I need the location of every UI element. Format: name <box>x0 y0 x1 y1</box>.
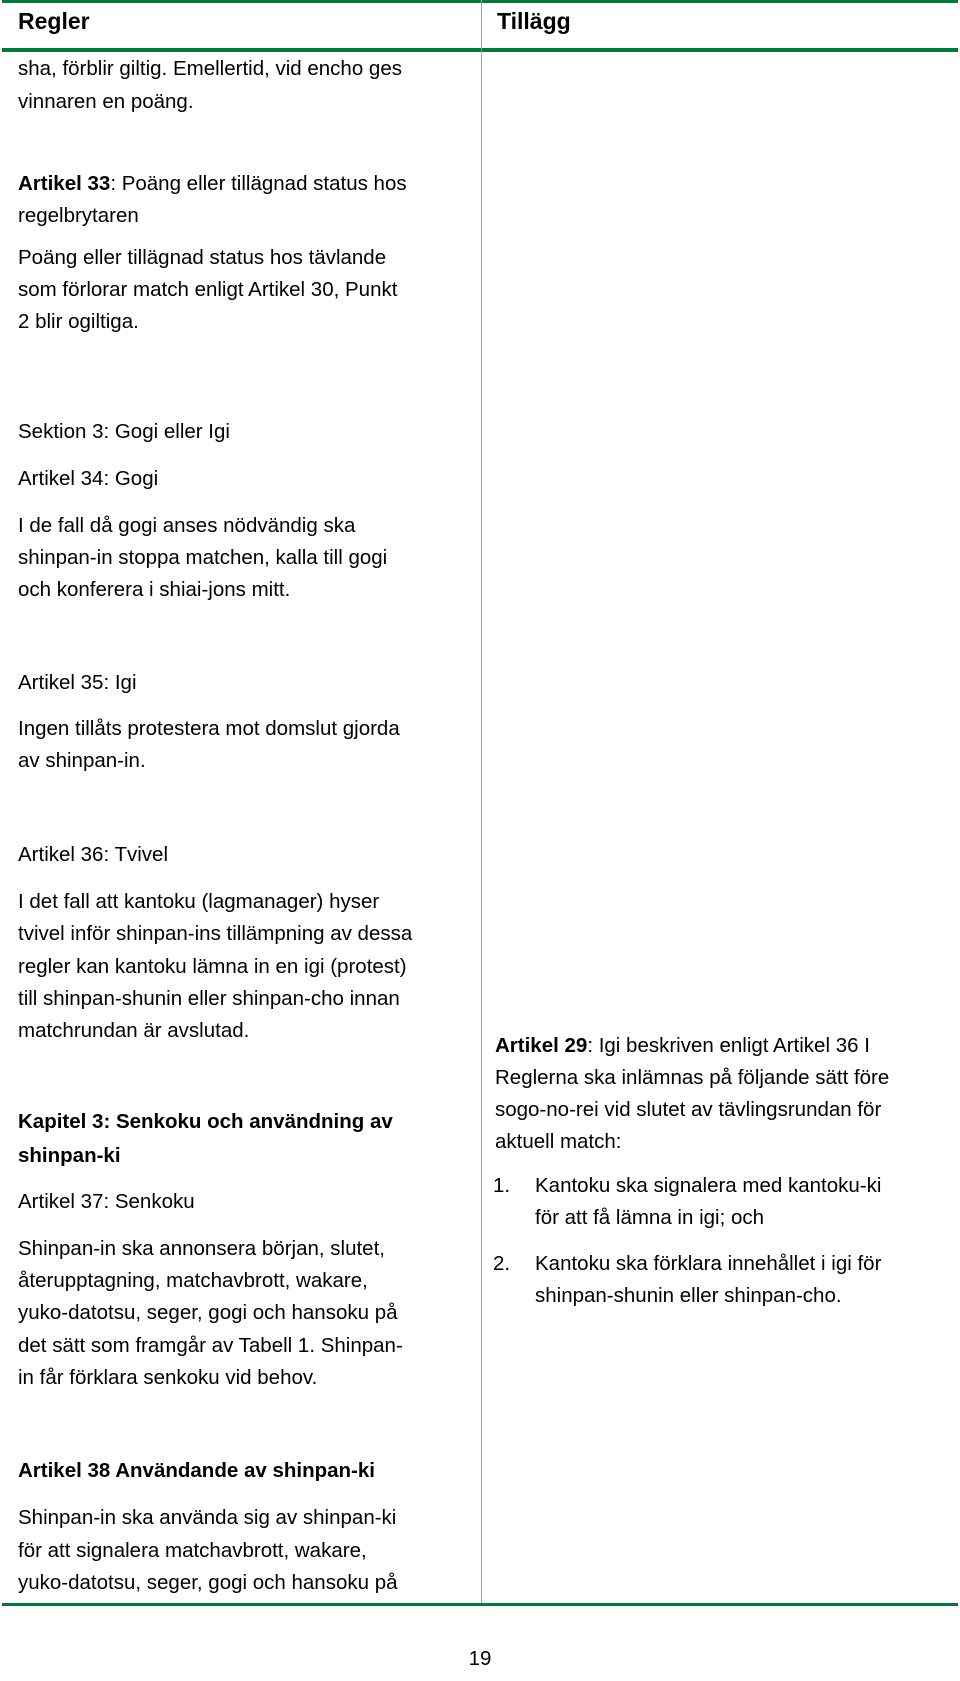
article-35-body-line: Ingen tillåts protestera mot domslut gjorda <box>18 717 400 740</box>
article-38-body-line: för att signalera matchavbrott, wakare, <box>18 1539 367 1562</box>
list-item-line: shinpan-shunin eller shinpan-cho. <box>535 1284 842 1307</box>
article-33-title <box>18 168 407 201</box>
article-33-body-line: Poäng eller tillägnad status hos tävlande <box>18 246 387 269</box>
article-33-body-line: 2 blir ogiltiga. <box>18 310 139 333</box>
article-37-body-line: det sätt som framgår av Tabell 1. Shinpan- <box>18 1334 403 1357</box>
chapter-3-title: Kapitel 3: Senkoku och användning av <box>18 1110 393 1133</box>
article-34-body-line: shinpan-in stoppa matchen, kalla till gogi <box>18 546 388 569</box>
article-37-body-line: in får förklara senkoku vid behov. <box>18 1366 318 1389</box>
article-35-title: Artikel 35: Igi <box>18 671 137 694</box>
article-36-body-line: tvivel inför shinpan-ins tillämpning av dessa <box>18 922 413 945</box>
table-header <box>2 0 958 51</box>
article-36-body-line: till shinpan-shunin eller shinpan-cho innan <box>18 987 400 1010</box>
article-33-number: Artikel 33 <box>18 172 111 195</box>
header-tillagg: Tillägg <box>497 8 571 34</box>
article-37-title: Artikel 37: Senkoku <box>18 1190 195 1213</box>
article-36-title: Artikel 36: Tvivel <box>18 843 169 866</box>
article-33-title-rest: : Poäng eller tillägnad status hos <box>110 172 407 195</box>
article-36-body-line: regler kan kantoku lämna in en igi (protest) <box>18 955 407 978</box>
article-37-body-line: återupptagning, matchavbrott, wakare, <box>18 1269 368 1292</box>
chapter-3-title-line2: shinpan-ki <box>18 1144 121 1167</box>
list-item-line: Kantoku ska förklara innehållet i igi för <box>535 1252 882 1275</box>
article-38-body-line: Shinpan-in ska använda sig av shinpan-ki <box>18 1506 397 1529</box>
article-34-title: Artikel 34: Gogi <box>18 467 159 490</box>
page-number: 19 <box>468 1647 492 1670</box>
article-29-body-line: Reglerna ska inlämnas på följande sätt före <box>495 1066 890 1089</box>
paragraph-line: sha, förblir giltig. Emellertid, vid encho ges <box>18 57 402 80</box>
article-38-title: Artikel 38 Användande av shinpan-ki <box>18 1459 375 1482</box>
paragraph-line: vinnaren en poäng. <box>18 90 194 113</box>
article-36-body-line: matchrundan är avslutad. <box>18 1019 250 1042</box>
article-33-title-line2: regelbrytaren <box>18 204 139 227</box>
article-38-body-line: yuko-datotsu, seger, gogi och hansoku på <box>18 1571 398 1594</box>
header-rule <box>2 51 958 52</box>
article-36-body-line: I det fall att kantoku (lagmanager) hyser <box>18 890 380 913</box>
article-29-title <box>495 1030 870 1063</box>
article-35-body-line: av shinpan-in. <box>18 749 146 772</box>
list-item-number: 1. <box>493 1174 511 1197</box>
article-29-title-rest: : Igi beskriven enligt Artikel 36 I <box>587 1034 870 1057</box>
article-29-number: Artikel 29 <box>495 1034 588 1057</box>
article-29-body-line: aktuell match: <box>495 1130 622 1153</box>
list-item-number: 2. <box>493 1252 511 1275</box>
header-regler: Regler <box>18 8 90 34</box>
article-37-body-line: yuko-datotsu, seger, gogi och hansoku på <box>18 1301 398 1324</box>
list-item-line: för att få lämna in igi; och <box>535 1206 765 1229</box>
article-34-body-line: I de fall då gogi anses nödvändig ska <box>18 514 356 537</box>
article-29-body-line: sogo-no-rei vid slutet av tävlingsrundan för <box>495 1098 882 1121</box>
article-37-body-line: Shinpan-in ska annonsera början, slutet, <box>18 1237 385 1260</box>
column-divider <box>481 0 482 1603</box>
article-33-body-line: som förlorar match enligt Artikel 30, Punkt <box>18 278 398 301</box>
article-34-body-line: och konferera i shiai-jons mitt. <box>18 578 291 601</box>
section-3-title: Sektion 3: Gogi eller Igi <box>18 420 230 443</box>
list-item-line: Kantoku ska signalera med kantoku-ki <box>535 1174 882 1197</box>
